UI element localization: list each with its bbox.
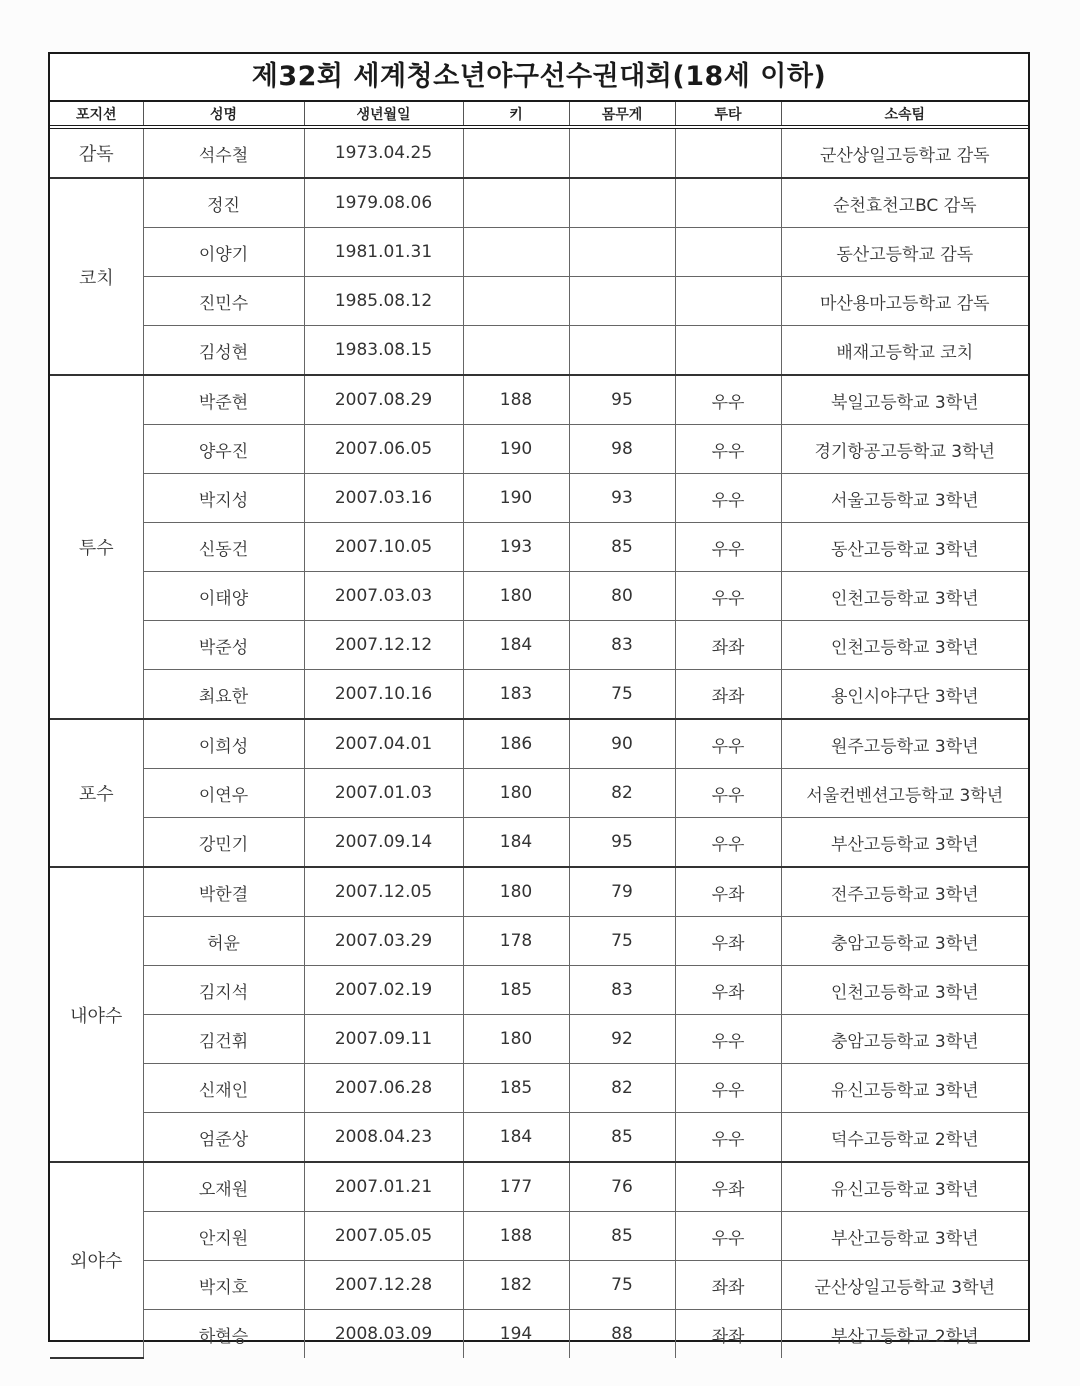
position-cell: 외야수 xyxy=(50,1162,143,1358)
player-name-cell: 김건휘 xyxy=(143,1015,304,1064)
bat-throw-cell xyxy=(675,178,781,228)
table-row xyxy=(50,425,1028,474)
player-name-cell: 박지호 xyxy=(143,1261,304,1310)
header-position: 포지션 xyxy=(50,101,143,127)
height-cell: 194 xyxy=(463,1310,569,1359)
birthdate-cell: 1981.01.31 xyxy=(304,228,463,277)
player-name-cell: 김지석 xyxy=(143,966,304,1015)
team-cell: 군산상일고등학교 감독 xyxy=(781,127,1028,178)
weight-cell xyxy=(569,228,675,277)
player-name-cell: 허윤 xyxy=(143,917,304,966)
player-name-cell: 김성현 xyxy=(143,326,304,376)
table-row xyxy=(50,966,1028,1015)
position-cell: 내야수 xyxy=(50,867,143,1162)
weight-cell: 95 xyxy=(569,818,675,868)
team-cell: 경기항공고등학교 3학년 xyxy=(781,425,1028,474)
weight-cell xyxy=(569,277,675,326)
birthdate-cell: 2007.03.29 xyxy=(304,917,463,966)
height-cell: 180 xyxy=(463,867,569,917)
table-row xyxy=(50,867,1028,917)
team-cell: 인천고등학교 3학년 xyxy=(781,572,1028,621)
position-cell: 투수 xyxy=(50,375,143,719)
player-name-cell: 오재원 xyxy=(143,1162,304,1212)
bat-throw-cell: 우좌 xyxy=(675,1162,781,1212)
table-row xyxy=(50,375,1028,425)
weight-cell: 75 xyxy=(569,670,675,720)
height-cell xyxy=(463,178,569,228)
weight-cell xyxy=(569,127,675,178)
bat-throw-cell: 우우 xyxy=(675,1113,781,1163)
birthdate-cell: 2007.09.14 xyxy=(304,818,463,868)
bat-throw-cell: 우우 xyxy=(675,1064,781,1113)
height-cell xyxy=(463,326,569,376)
player-name-cell: 안지원 xyxy=(143,1212,304,1261)
birthdate-cell: 2007.01.03 xyxy=(304,769,463,818)
table-row xyxy=(50,769,1028,818)
height-cell: 193 xyxy=(463,523,569,572)
birthdate-cell: 2007.12.12 xyxy=(304,621,463,670)
birthdate-cell: 2007.01.21 xyxy=(304,1162,463,1212)
player-name-cell: 이희성 xyxy=(143,719,304,769)
team-cell: 부산고등학교 3학년 xyxy=(781,1212,1028,1261)
bat-throw-cell: 우우 xyxy=(675,769,781,818)
table-row xyxy=(50,572,1028,621)
table-row xyxy=(50,127,1028,178)
team-cell: 순천효천고BC 감독 xyxy=(781,178,1028,228)
bat-throw-cell: 좌좌 xyxy=(675,670,781,720)
birthdate-cell: 2007.12.28 xyxy=(304,1261,463,1310)
player-name-cell: 박한결 xyxy=(143,867,304,917)
height-cell: 188 xyxy=(463,1212,569,1261)
table-row xyxy=(50,1212,1028,1261)
bat-throw-cell: 우우 xyxy=(675,719,781,769)
player-name-cell: 박준현 xyxy=(143,375,304,425)
height-cell: 188 xyxy=(463,375,569,425)
header-name: 성명 xyxy=(143,101,304,127)
table-row xyxy=(50,1310,1028,1359)
table-row xyxy=(50,326,1028,376)
table-row xyxy=(50,228,1028,277)
bat-throw-cell: 우우 xyxy=(675,572,781,621)
height-cell: 184 xyxy=(463,818,569,868)
team-cell: 덕수고등학교 2학년 xyxy=(781,1113,1028,1163)
bat-throw-cell: 좌좌 xyxy=(675,621,781,670)
table-row xyxy=(50,1162,1028,1212)
weight-cell: 93 xyxy=(569,474,675,523)
weight-cell: 75 xyxy=(569,1261,675,1310)
player-name-cell: 신재인 xyxy=(143,1064,304,1113)
birthdate-cell: 2007.03.03 xyxy=(304,572,463,621)
birthdate-cell: 2007.08.29 xyxy=(304,375,463,425)
birthdate-cell: 2007.10.16 xyxy=(304,670,463,720)
weight-cell: 82 xyxy=(569,769,675,818)
height-cell: 180 xyxy=(463,572,569,621)
player-name-cell: 하현승 xyxy=(143,1310,304,1359)
weight-cell: 92 xyxy=(569,1015,675,1064)
player-name-cell: 진민수 xyxy=(143,277,304,326)
document-title: 제32회 세계청소년야구선수권대회(18세 이하) xyxy=(251,61,827,92)
bat-throw-cell xyxy=(675,326,781,376)
header-team: 소속팀 xyxy=(781,101,1028,127)
birthdate-cell: 1985.08.12 xyxy=(304,277,463,326)
table-row xyxy=(50,474,1028,523)
weight-cell: 85 xyxy=(569,523,675,572)
team-cell: 인천고등학교 3학년 xyxy=(781,621,1028,670)
height-cell: 177 xyxy=(463,1162,569,1212)
team-cell: 동산고등학교 감독 xyxy=(781,228,1028,277)
birthdate-cell: 2008.04.23 xyxy=(304,1113,463,1163)
bat-throw-cell: 좌좌 xyxy=(675,1261,781,1310)
birthdate-cell: 2007.06.28 xyxy=(304,1064,463,1113)
team-cell: 충암고등학교 3학년 xyxy=(781,917,1028,966)
header-bat-throw: 투타 xyxy=(675,101,781,127)
team-cell: 충암고등학교 3학년 xyxy=(781,1015,1028,1064)
bat-throw-cell: 우우 xyxy=(675,474,781,523)
player-name-cell: 강민기 xyxy=(143,818,304,868)
header-row xyxy=(50,101,1028,127)
table-row xyxy=(50,1261,1028,1310)
height-cell xyxy=(463,127,569,178)
weight-cell: 83 xyxy=(569,966,675,1015)
team-cell: 전주고등학교 3학년 xyxy=(781,867,1028,917)
birthdate-cell: 2007.09.11 xyxy=(304,1015,463,1064)
player-name-cell: 엄준상 xyxy=(143,1113,304,1163)
bat-throw-cell: 우좌 xyxy=(675,867,781,917)
team-cell: 동산고등학교 3학년 xyxy=(781,523,1028,572)
height-cell: 184 xyxy=(463,621,569,670)
height-cell: 185 xyxy=(463,966,569,1015)
weight-cell: 85 xyxy=(569,1212,675,1261)
weight-cell: 80 xyxy=(569,572,675,621)
table-row xyxy=(50,670,1028,720)
height-cell: 190 xyxy=(463,425,569,474)
weight-cell: 90 xyxy=(569,719,675,769)
roster-sheet xyxy=(48,52,1030,1347)
team-cell: 부산고등학교 2학년 xyxy=(781,1310,1028,1359)
bat-throw-cell: 우우 xyxy=(675,375,781,425)
table-row xyxy=(50,523,1028,572)
bat-throw-cell: 우좌 xyxy=(675,917,781,966)
team-cell: 용인시야구단 3학년 xyxy=(781,670,1028,720)
player-name-cell: 정진 xyxy=(143,178,304,228)
height-cell: 178 xyxy=(463,917,569,966)
birthdate-cell: 1973.04.25 xyxy=(304,127,463,178)
birthdate-cell: 2007.04.01 xyxy=(304,719,463,769)
team-cell: 유신고등학교 3학년 xyxy=(781,1064,1028,1113)
bat-throw-cell: 우우 xyxy=(675,1212,781,1261)
player-name-cell: 박지성 xyxy=(143,474,304,523)
team-cell: 배재고등학교 코치 xyxy=(781,326,1028,376)
team-cell: 군산상일고등학교 3학년 xyxy=(781,1261,1028,1310)
player-name-cell: 이양기 xyxy=(143,228,304,277)
player-name-cell: 석수철 xyxy=(143,127,304,178)
birthdate-cell: 2007.02.19 xyxy=(304,966,463,1015)
birthdate-cell: 1979.08.06 xyxy=(304,178,463,228)
team-cell: 서울컨벤션고등학교 3학년 xyxy=(781,769,1028,818)
table-row xyxy=(50,178,1028,228)
header-birthdate: 생년월일 xyxy=(304,101,463,127)
position-cell: 포수 xyxy=(50,719,143,867)
team-cell: 유신고등학교 3학년 xyxy=(781,1162,1028,1212)
birthdate-cell: 2007.03.16 xyxy=(304,474,463,523)
birthdate-cell: 1983.08.15 xyxy=(304,326,463,376)
bat-throw-cell: 우우 xyxy=(675,818,781,868)
birthdate-cell: 2007.12.05 xyxy=(304,867,463,917)
bat-throw-cell: 우좌 xyxy=(675,966,781,1015)
player-name-cell: 이연우 xyxy=(143,769,304,818)
height-cell: 186 xyxy=(463,719,569,769)
weight-cell: 75 xyxy=(569,917,675,966)
height-cell: 183 xyxy=(463,670,569,720)
header-weight: 몸무게 xyxy=(569,101,675,127)
position-cell: 감독 xyxy=(50,127,143,178)
height-cell: 185 xyxy=(463,1064,569,1113)
height-cell: 182 xyxy=(463,1261,569,1310)
table-row xyxy=(50,621,1028,670)
player-name-cell: 신동건 xyxy=(143,523,304,572)
weight-cell: 76 xyxy=(569,1162,675,1212)
birthdate-cell: 2007.06.05 xyxy=(304,425,463,474)
birthdate-cell: 2007.05.05 xyxy=(304,1212,463,1261)
birthdate-cell: 2007.10.05 xyxy=(304,523,463,572)
weight-cell: 95 xyxy=(569,375,675,425)
weight-cell: 88 xyxy=(569,1310,675,1359)
player-name-cell: 이태양 xyxy=(143,572,304,621)
table-row xyxy=(50,1113,1028,1163)
bat-throw-cell: 좌좌 xyxy=(675,1310,781,1359)
team-cell: 마산용마고등학교 감독 xyxy=(781,277,1028,326)
height-cell xyxy=(463,277,569,326)
weight-cell: 82 xyxy=(569,1064,675,1113)
bat-throw-cell xyxy=(675,127,781,178)
header-height: 키 xyxy=(463,101,569,127)
bat-throw-cell: 우우 xyxy=(675,523,781,572)
birthdate-cell: 2008.03.09 xyxy=(304,1310,463,1359)
weight-cell: 98 xyxy=(569,425,675,474)
roster-body xyxy=(50,127,1028,1358)
player-name-cell: 최요한 xyxy=(143,670,304,720)
table-row xyxy=(50,1064,1028,1113)
player-name-cell: 양우진 xyxy=(143,425,304,474)
team-cell: 원주고등학교 3학년 xyxy=(781,719,1028,769)
team-cell: 서울고등학교 3학년 xyxy=(781,474,1028,523)
weight-cell: 79 xyxy=(569,867,675,917)
table-row xyxy=(50,1015,1028,1064)
weight-cell xyxy=(569,178,675,228)
bat-throw-cell xyxy=(675,228,781,277)
table-row xyxy=(50,917,1028,966)
team-cell: 부산고등학교 3학년 xyxy=(781,818,1028,868)
bat-throw-cell xyxy=(675,277,781,326)
weight-cell: 83 xyxy=(569,621,675,670)
roster-table xyxy=(50,100,1028,1359)
player-name-cell: 박준성 xyxy=(143,621,304,670)
height-cell: 180 xyxy=(463,1015,569,1064)
height-cell: 190 xyxy=(463,474,569,523)
height-cell xyxy=(463,228,569,277)
height-cell: 180 xyxy=(463,769,569,818)
height-cell: 184 xyxy=(463,1113,569,1163)
weight-cell xyxy=(569,326,675,376)
bat-throw-cell: 우우 xyxy=(675,1015,781,1064)
table-row xyxy=(50,277,1028,326)
team-cell: 인천고등학교 3학년 xyxy=(781,966,1028,1015)
table-row xyxy=(50,719,1028,769)
bat-throw-cell: 우우 xyxy=(675,425,781,474)
position-cell: 코치 xyxy=(50,178,143,375)
team-cell: 북일고등학교 3학년 xyxy=(781,375,1028,425)
weight-cell: 85 xyxy=(569,1113,675,1163)
table-row xyxy=(50,818,1028,868)
